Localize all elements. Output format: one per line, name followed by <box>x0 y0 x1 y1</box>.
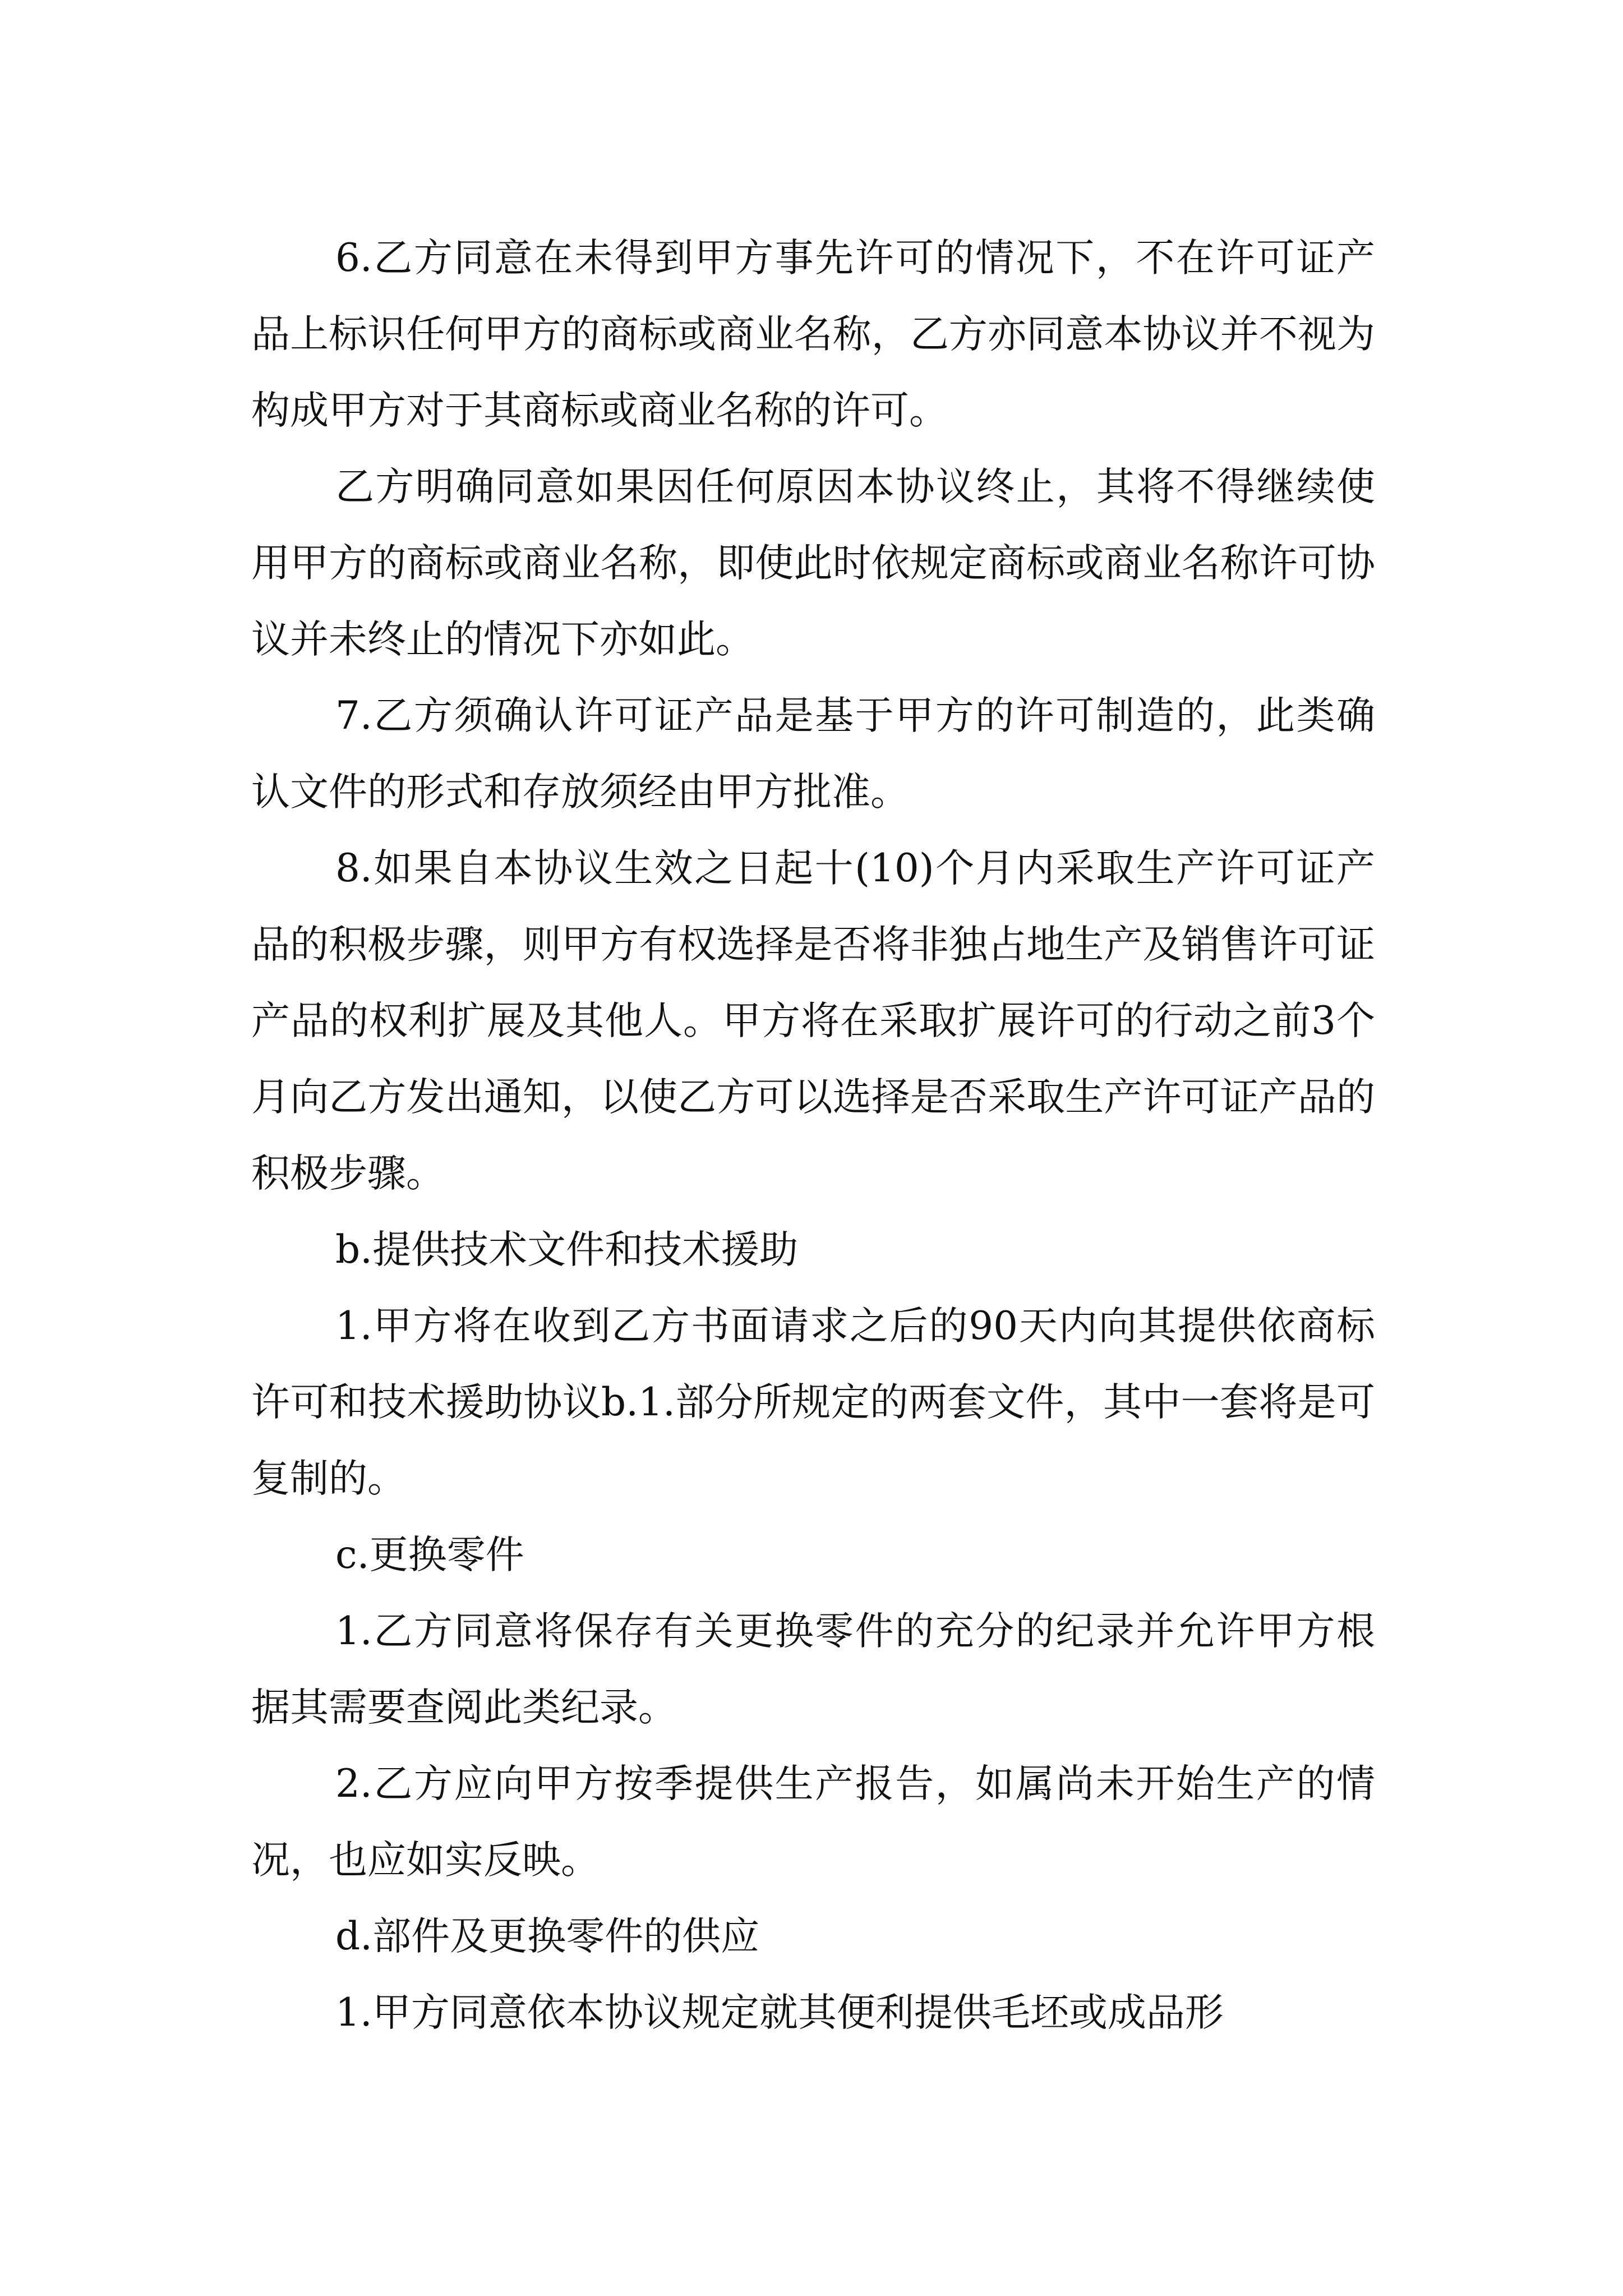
clause-6-paragraph: 6.乙方同意在未得到甲方事先许可的情况下，不在许可证产品上标识任何甲方的商标或商业名称，乙方亦同意本协议并不视为构成甲方对于其商标或商业名称的许可。 <box>251 236 1375 433</box>
section-d-heading: d.部件及更换零件的供应 <box>335 1914 760 1959</box>
section-c-clause-1-paragraph: 1.乙方同意将保存有关更换零件的充分的纪录并允许甲方根据其需要查阅此类纪录。 <box>251 1609 1375 1730</box>
section-d-clause-1-paragraph: 1.甲方同意依本协议规定就其便利提供毛坯或成品形 <box>335 1990 1224 2035</box>
section-b-clause-1-paragraph: 1.甲方将在收到乙方书面请求之后的90天内向其提供依商标许可和技术援助协议b.1.部分所规定的两套文件，其中一套将是可复制的。 <box>251 1304 1375 1501</box>
clause-7-paragraph: 7.乙方须确认许可证产品是基于甲方的许可制造的，此类确认文件的形式和存放须经由甲方批准。 <box>251 693 1375 815</box>
clause-8-paragraph: 8.如果自本协议生效之日起十(10)个月内采取生产许可证产品的积极步骤，则甲方有权选择是否将非独占地生产及销售许可证产品的权利扩展及其他人。甲方将在采取扩展许可的行动之前3个月向乙方发出通知，以使乙方可以选择是否采取生产许可证产品的积极步骤。 <box>251 846 1375 1196</box>
trademark-termination-paragraph: 乙方明确同意如果因任何原因本协议终止，其将不得继续使用甲方的商标或商业名称，即使此时依规定商标或商业名称许可协议并未终止的情况下亦如此。 <box>251 464 1375 662</box>
section-c-clause-2-paragraph: 2.乙方应向甲方按季提供生产报告，如属尚未开始生产的情况，也应如实反映。 <box>251 1761 1375 1883</box>
document-body <box>251 220 1375 2051</box>
section-b-heading: b.提供技术文件和技术援助 <box>335 1227 799 1272</box>
section-c-heading: c.更换零件 <box>335 1533 524 1577</box>
